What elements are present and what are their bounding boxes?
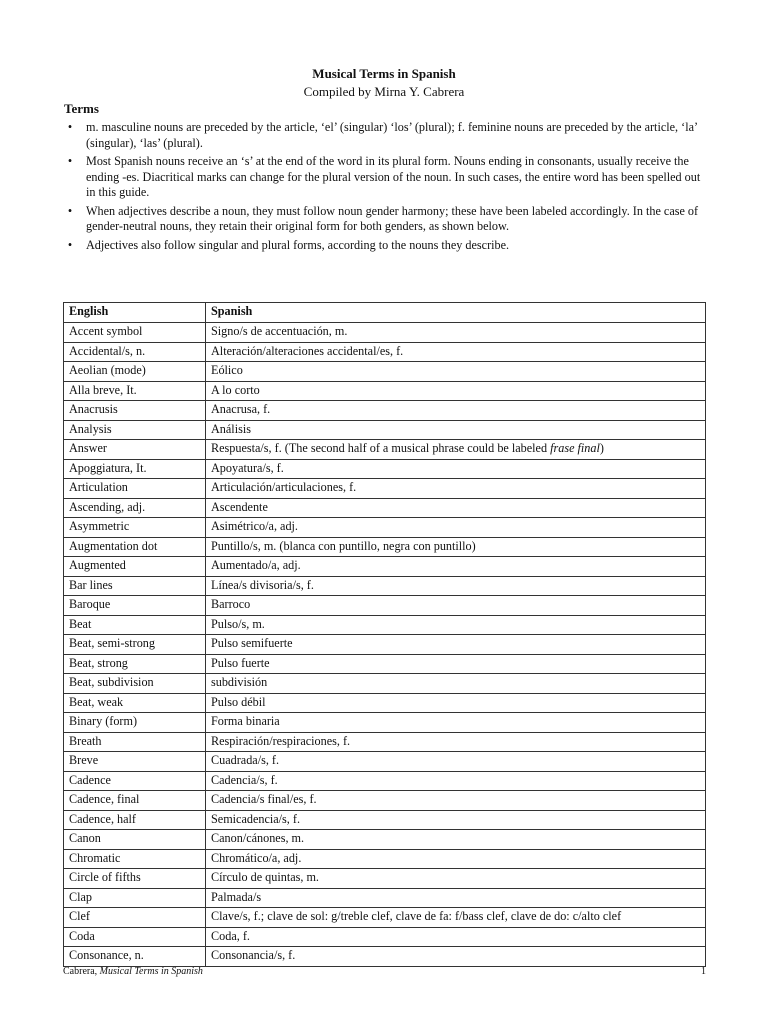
spanish-term-cell: Coda, f. [206, 927, 706, 947]
table-row [64, 576, 706, 596]
english-term-cell: Asymmetric [64, 518, 206, 538]
spanish-term-cell: Pulso débil [206, 693, 706, 713]
english-term-cell: Apoggiatura, It. [64, 459, 206, 479]
english-term-cell: Breath [64, 732, 206, 752]
table-row [64, 596, 706, 616]
english-term-cell: Aeolian (mode) [64, 362, 206, 382]
column-header-spanish: Spanish [206, 303, 706, 323]
spanish-term-cell: Articulación/articulaciones, f. [206, 479, 706, 499]
spanish-term-italic: frase final [550, 441, 600, 455]
table-row [64, 557, 706, 577]
english-term-cell: Breve [64, 752, 206, 772]
spanish-term-cell: Forma binaria [206, 713, 706, 733]
english-term-cell: Beat, strong [64, 654, 206, 674]
table-row [64, 342, 706, 362]
table-row [64, 323, 706, 343]
spanish-term-cell: Clave/s, f.; clave de sol: g/treble clef, clave de fa: f/bass clef, clave de do: c/alto clef [206, 908, 706, 928]
table-row [64, 518, 706, 538]
spanish-term-cell: Ascendente [206, 498, 706, 518]
table-row [64, 810, 706, 830]
spanish-term-cell: Canon/cánones, m. [206, 830, 706, 850]
spanish-term-text: Respuesta/s, f. (The second half of a musical phrase could be labeled [211, 441, 551, 455]
english-term-cell: Bar lines [64, 576, 206, 596]
table-row [64, 791, 706, 811]
english-term-cell: Articulation [64, 479, 206, 499]
bullet-item [64, 120, 704, 151]
english-term-cell: Alla breve, It. [64, 381, 206, 401]
english-term-cell: Anacrusis [64, 401, 206, 421]
bullet-icon: • [67, 120, 73, 134]
spanish-term-cell: Análisis [206, 420, 706, 440]
english-term-cell: Chromatic [64, 849, 206, 869]
table-row [64, 927, 706, 947]
table-row [64, 362, 706, 382]
table-row [64, 947, 706, 967]
english-term-cell: Canon [64, 830, 206, 850]
spanish-term-cell: Semicadencia/s, f. [206, 810, 706, 830]
table-row [64, 381, 706, 401]
table-row [64, 771, 706, 791]
bullet-item [64, 154, 704, 201]
bullet-icon: • [67, 237, 73, 252]
english-term-cell: Clap [64, 888, 206, 908]
bullet-icon: • [67, 203, 73, 218]
spanish-term-cell: Respiración/respiraciones, f. [206, 732, 706, 752]
spanish-term-cell: Línea/s divisoria/s, f. [206, 576, 706, 596]
table-row [64, 401, 706, 421]
english-term-cell: Cadence, half [64, 810, 206, 830]
spanish-term-cell: Pulso/s, m. [206, 615, 706, 635]
column-header-english: English [64, 303, 206, 323]
spanish-term-cell: Barroco [206, 596, 706, 616]
spanish-term-cell: Signo/s de accentuación, m. [206, 323, 706, 343]
table-row [64, 674, 706, 694]
table-row [64, 420, 706, 440]
english-term-cell: Accidental/s, n. [64, 342, 206, 362]
table-header-row [64, 303, 706, 323]
bullet-text: Adjectives also follow singular and plural forms, according to the nouns they describe. [86, 237, 510, 252]
table-row [64, 440, 706, 460]
footer-author: Cabrera, [63, 966, 100, 977]
table-row [64, 615, 706, 635]
table-row [64, 849, 706, 869]
table-row [64, 830, 706, 850]
spanish-term-cell: Alteración/alteraciones accidental/es, f. [206, 342, 706, 362]
page-footer [63, 966, 203, 978]
bullet-item [64, 238, 704, 254]
table-row [64, 654, 706, 674]
terms-heading: Terms [64, 101, 99, 116]
table-row [64, 479, 706, 499]
english-term-cell: Beat, subdivision [64, 674, 206, 694]
english-term-cell: Circle of fifths [64, 869, 206, 889]
spanish-term-cell: Consonancia/s, f. [206, 947, 706, 967]
spanish-term-cell [206, 440, 706, 460]
page-number: 1 [701, 966, 706, 977]
spanish-term-cell: Palmada/s [206, 888, 706, 908]
table-row [64, 888, 706, 908]
spanish-term-cell: Cadencia/s, f. [206, 771, 706, 791]
english-term-cell: Answer [64, 440, 206, 460]
spanish-term-cell: Eólico [206, 362, 706, 382]
english-term-cell: Augmented [64, 557, 206, 577]
english-term-cell: Coda [64, 927, 206, 947]
table-row [64, 498, 706, 518]
spanish-term-cell: Cuadrada/s, f. [206, 752, 706, 772]
table-row [64, 713, 706, 733]
english-term-cell: Baroque [64, 596, 206, 616]
english-term-cell: Clef [64, 908, 206, 928]
english-term-cell: Beat, semi-strong [64, 635, 206, 655]
english-term-cell: Beat [64, 615, 206, 635]
spanish-term-cell: Aumentado/a, adj. [206, 557, 706, 577]
table-row [64, 869, 706, 889]
english-term-cell: Beat, weak [64, 693, 206, 713]
table-row [64, 459, 706, 479]
table-row [64, 732, 706, 752]
spanish-term-cell: Círculo de quintas, m. [206, 869, 706, 889]
bullet-text: m. masculine nouns are preceded by the article, ‘el’ (singular) ‘los’ (plural); f. feminine nouns are preceded by the article, ‘la’ (singular), ‘las’ (plural). [86, 120, 698, 150]
spanish-term-cell: subdivisión [206, 674, 706, 694]
bullet-icon: • [67, 154, 73, 168]
spanish-term-cell: Chromático/a, adj. [206, 849, 706, 869]
spanish-term-cell: Apoyatura/s, f. [206, 459, 706, 479]
english-term-cell: Binary (form) [64, 713, 206, 733]
english-term-cell: Accent symbol [64, 323, 206, 343]
terms-bullet-list [64, 120, 704, 256]
bullet-text: Most Spanish nouns receive an ‘s’ at the end of the word in its plural form. Nouns ending in consonants, usually receive the ending -es. Diacritical marks can change for the plural version of the noun. In such cases, the entire word has been spelled out in this guide. [86, 154, 701, 199]
table-row [64, 537, 706, 557]
spanish-term-cell: Cadencia/s final/es, f. [206, 791, 706, 811]
table-row [64, 752, 706, 772]
english-term-cell: Analysis [64, 420, 206, 440]
table-row [64, 908, 706, 928]
terms-table-body [64, 323, 706, 967]
english-term-cell: Consonance, n. [64, 947, 206, 967]
spanish-term-cell: Anacrusa, f. [206, 401, 706, 421]
english-term-cell: Cadence [64, 771, 206, 791]
spanish-term-text-end: ) [599, 441, 604, 455]
english-term-cell: Cadence, final [64, 791, 206, 811]
spanish-term-cell: Pulso fuerte [206, 654, 706, 674]
spanish-term-cell: Pulso semifuerte [206, 635, 706, 655]
table-row [64, 693, 706, 713]
english-term-cell: Ascending, adj. [64, 498, 206, 518]
spanish-term-cell: Asimétrico/a, adj. [206, 518, 706, 538]
bullet-text: When adjectives describe a noun, they must follow noun gender harmony; these have been labeled accordingly. In the case of gender-neutral nouns, they retain their original form for both genders, as shown below. [86, 203, 699, 233]
table-row [64, 635, 706, 655]
page-subtitle: Compiled by Mirna Y. Cabrera [303, 84, 465, 99]
english-term-cell: Augmentation dot [64, 537, 206, 557]
footer-work-title: Musical Terms in Spanish [99, 966, 203, 977]
page-title: Musical Terms in Spanish [312, 66, 456, 81]
spanish-term-cell: Puntillo/s, m. (blanca con puntillo, negra con puntillo) [206, 537, 706, 557]
spanish-term-cell: A lo corto [206, 381, 706, 401]
bullet-item [64, 204, 704, 235]
terms-table [63, 302, 706, 967]
